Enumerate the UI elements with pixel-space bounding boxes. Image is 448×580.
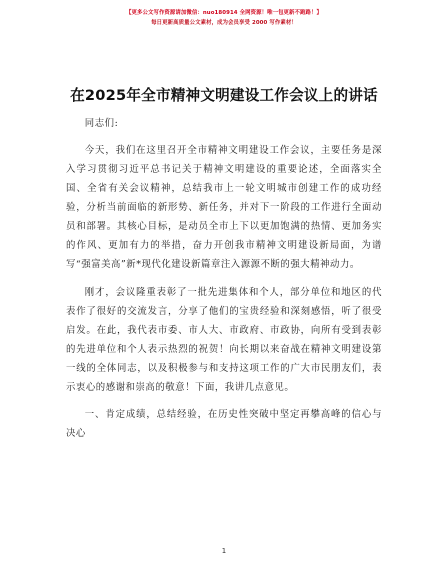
salutation: 同志们: <box>84 118 119 129</box>
section-heading: 一、肯定成绩，总结经验，在历史性突破中坚定再攀高峰的信心与决心 <box>66 409 382 439</box>
promo-banner-line2: 每日更新高质量公文素材，成为会员享受 2000 写作素材！ <box>151 20 297 26</box>
body-paragraph-1: 今天，我们在这里召开全市精神文明建设工作会议，主要任务是深入学习贯彻习近平总书记关于精神文明建设的重要论述，全面落实全国、全省有关会议精神，总结我市上一轮文明城市创建工作的成功经验，分析当前面临的新形势、新任务，并对下一阶段的工作进行全面动员和部署。其核心目标，是动员全市上下以更加饱满的热情、更加务实的作风、更加有力的举措，奋力开创我市精神文明建设新局面，为谱写“强富美高”新*现代化建设新篇章注入源源不断的强大精神动力。 <box>66 145 382 270</box>
promo-banner-line1: 【更多公文写作资源请加微信：nuo180914 全网资源！唯一包更新不跑路！】 <box>126 10 322 16</box>
page-number: 1 <box>221 547 227 555</box>
page-title: 在2025年全市精神文明建设工作会议上的讲话 <box>70 87 378 104</box>
document-body <box>66 114 382 443</box>
body-paragraph-2: 刚才，会议隆重表彰了一批先进集体和个人，部分单位和地区的代表作了很好的交流发言，分享了他们的宝贵经验和深刻感悟，听了很受启发。在此，我代表市委、市人大、市政府、市政协，向所有受到表彰的先进单位和个人表示热烈的祝贺！向长期以来奋战在精神文明建设第一线的全体同志，以及积极参与和支持这项工作的广大市民朋友们，表示衷心的感谢和崇高的敬意！下面，我讲几点意见。 <box>66 287 382 393</box>
promo-banner <box>0 8 448 28</box>
